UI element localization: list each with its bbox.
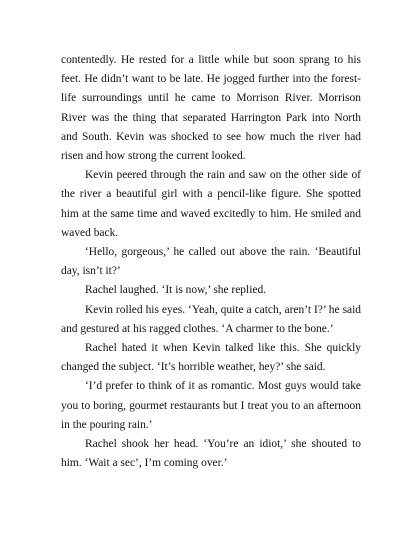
paragraph-7: ‘I’d prefer to think of it as romantic. Most guys would take you to boring, gourmet restaurants but I treat you to an afternoon in the pouring rain.’ [61, 380, 361, 431]
paragraph-8: Rachel shook her head. ‘You’re an idiot,’ she shouted to him. ‘Wait a sec’, I’m coming over.’ [61, 438, 361, 470]
paragraph-3: ‘Hello, gorgeous,’ he called out above the rain. ‘Beautiful day, isn’t it?’ [61, 246, 361, 278]
paragraph-2: Kevin peered through the rain and saw on the other side of the river a beautiful girl with a pencil-like figure. She spotted him at the same time and waved excitedly to him. He smiled and waved back. [61, 169, 361, 239]
paragraph-1: contentedly. He rested for a little while but soon sprang to his feet. He didn’t want to be late. He jogged further into the forest-life surroundings until he came to Morrison River. Morrison River was the thing that separated Harrington Park into North and South. Kevin was shocked to see how much the river had risen and how strong the current looked. [61, 54, 361, 163]
body-text [61, 51, 361, 473]
paragraph-6: Rachel hated it when Kevin talked like this. She quickly changed the subject. ‘It’s horrible weather, hey?’ she said. [61, 342, 361, 374]
paragraph-4: Rachel laughed. ‘It is now,’ she replied. [85, 284, 267, 297]
paragraph-5: Kevin rolled his eyes. ‘Yeah, quite a catch, aren’t I?’ he said and gestured at his ragged clothes. ‘A charmer to the bone.’ [61, 303, 361, 335]
